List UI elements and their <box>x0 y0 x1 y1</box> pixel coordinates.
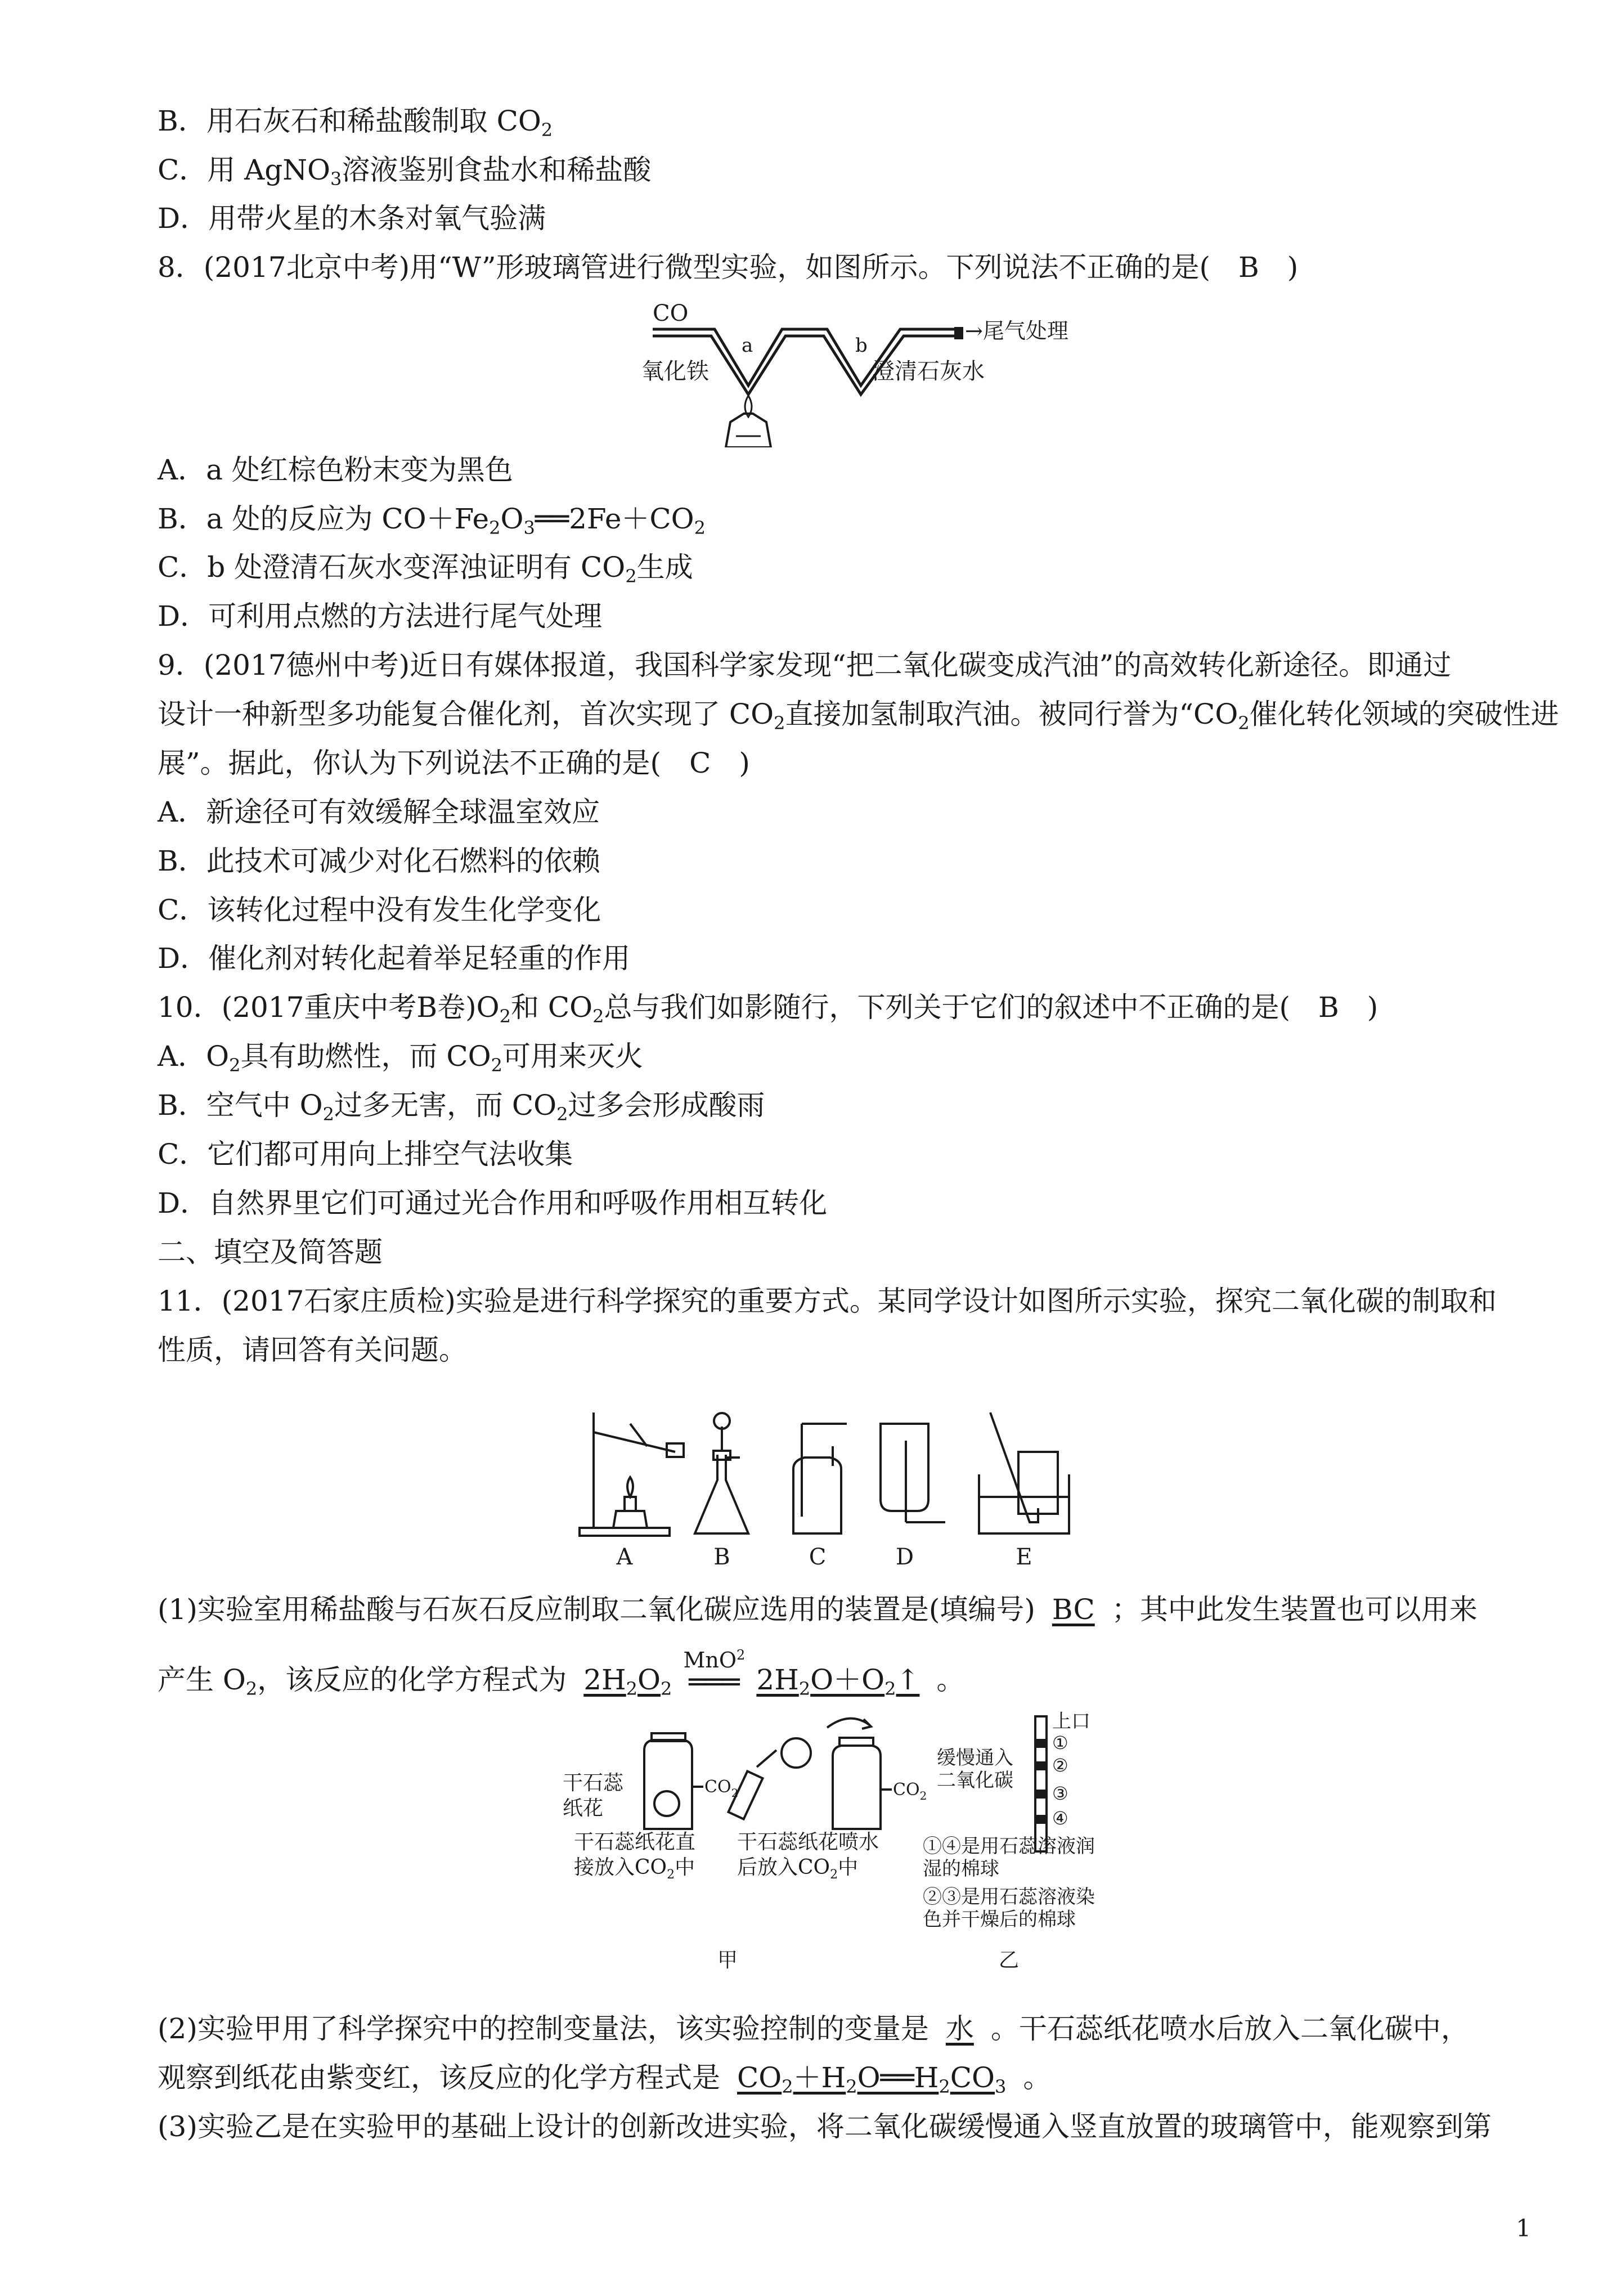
q9-option-c: C．该转化过程中没有发生化学变化 <box>158 894 601 926</box>
slow-co2-label-1: 缓慢通入 <box>937 1747 1013 1769</box>
q7-option-c: C．用 AgNO$_3$溶液鉴别食盐水和稀盐酸 <box>158 154 652 190</box>
page-number: 1 <box>1516 2214 1531 2242</box>
label-jia: 甲 <box>717 1949 738 1972</box>
q8-option-c: C．b 处澄清石灰水变浑浊证明有 $CO_2$生成 <box>158 551 693 587</box>
ball-2: ② <box>1052 1755 1068 1776</box>
label-a: A <box>616 1544 633 1570</box>
q11-part2-line2: 观察到纸花由紫变红，该反应的化学方程式是 $CO_2+H_2O══H_2CO_3$ 。 <box>158 2061 1052 2097</box>
q11-stem-line2: 性质，请回答有关问题。 <box>158 1334 467 1366</box>
svg-text:CO2 <box>704 1777 738 1800</box>
q11-part3-line1: (3)实验乙是在实验甲的基础上设计的创新改进实验，将二氧化碳缓慢通入竖直放置的玻璃管中，能观察到第 <box>158 2110 1492 2143</box>
label-e: E <box>1016 1544 1032 1570</box>
answer-equation-o2: $2H_2O_2$ MnO$^2$ ═══ $2H_2O+O_2↑$ <box>583 1647 920 1699</box>
top-opening-label: 上口 <box>1052 1710 1090 1733</box>
q9-stem-line2: 设计一种新型多功能复合催化剂，首次实现了 $CO_2$直接加氢制取汽油。被同行誉为“$CO_2$催化转化领域的突破性进 <box>158 698 1559 734</box>
catalyst-condition: MnO$^2$ ═══ <box>683 1647 746 1698</box>
label-d: D <box>895 1544 914 1570</box>
slow-co2-label-2: 二氧化碳 <box>937 1769 1013 1792</box>
answer-apparatus: BC <box>1052 1593 1095 1626</box>
q9-option-d: D．催化剂对转化起着举足轻重的作用 <box>158 942 631 975</box>
caption-1b: 接放入CO <box>574 1856 667 1879</box>
svg-text:后放入CO2中 <box>737 1856 858 1882</box>
q8-option-a: A．a 处红棕色粉末变为黑色 <box>158 454 513 486</box>
point-b-label: b <box>855 334 868 357</box>
q8-option-b: B．a 处的反应为 $CO+Fe_2O_3══2Fe+CO_2$ <box>158 503 706 539</box>
ball-3: ③ <box>1052 1783 1068 1804</box>
q11-part1-line1: (1)实验室用稀盐酸与石灰石反应制取二氧化碳应选用的装置是(填编号) BC ；其中此发生装置也可以用来 <box>158 1593 1478 1626</box>
flower-label-2: 纸花 <box>563 1797 604 1820</box>
q9-option-a: A．新途径可有效缓解全球温室效应 <box>158 796 600 828</box>
section-heading: 二、填空及简答题 <box>158 1236 383 1268</box>
q9-stem-line1: 9．(2017德州中考)近日有媒体报道，我国科学家发现“把二氧化碳变成汽油”的高效转化新途径。即通过 <box>158 649 1452 681</box>
answer-variable: 水 <box>945 2012 974 2045</box>
q8-option-d: D．可利用点燃的方法进行尾气处理 <box>158 600 603 633</box>
svg-text:接放入CO2中 <box>574 1856 695 1882</box>
apparatus-e <box>979 1412 1069 1533</box>
apparatus-figure <box>563 1401 1092 1570</box>
experiment-figure <box>563 1705 1153 1986</box>
note-1b: 湿的棉球 <box>923 1858 999 1880</box>
q8-stem: 8．(2017北京中考)用“W”形玻璃管进行微型实验，如图所示。下列说法不正确的是( B ) <box>158 251 1299 284</box>
note-1a: ①④是用石蕊溶液润 <box>923 1835 1095 1858</box>
apparatus-d <box>881 1424 945 1522</box>
caption-1c: 中 <box>675 1856 695 1879</box>
answer-equation-h2co3: $CO_2+H_2O══H_2CO_3$ <box>737 2061 1007 2097</box>
co2-sub-1: 2 <box>731 1786 739 1800</box>
q10-option-a: A．$O_2$具有助燃性，而 $CO_2$可用来灭火 <box>158 1040 643 1076</box>
note-2b: 色并干燥后的棉球 <box>923 1908 1076 1931</box>
point-a-label: a <box>742 334 753 357</box>
q9-option-b: B．此技术可减少对化石燃料的依赖 <box>158 845 600 877</box>
q10-option-d: D．自然界里它们可通过光合作用和呼吸作用相互转化 <box>158 1187 828 1219</box>
q9-stem-line3: 展”。据此，你认为下列说法不正确的是( C ) <box>158 747 750 779</box>
apparatus-a <box>580 1412 684 1536</box>
label-yi: 乙 <box>999 1949 1020 1972</box>
co2-sub-2: 2 <box>919 1789 927 1802</box>
w-tube-figure <box>641 295 1069 447</box>
q7-option-d: D．用带火星的木条对氧气验满 <box>158 202 546 235</box>
apparatus-c <box>793 1424 847 1533</box>
q11-stem-line1: 11．(2017石家庄质检)实验是进行科学探究的重要方式。某同学设计如图所示实验，探究二氧化碳的制取和 <box>158 1285 1497 1317</box>
q7-option-b: B．用石灰石和稀盐酸制取 $CO_2$ <box>158 105 553 141</box>
flower-label-1: 干石蕊 <box>563 1772 624 1795</box>
label-b: B <box>713 1544 730 1570</box>
q11-part2-line1: (2)实验甲用了科学探究中的控制变量法，该实验控制的变量是 水 。干石蕊纸花喷水后放入二氧化碳中， <box>158 2012 1469 2045</box>
q10-option-c: C．它们都可用向上排空气法收集 <box>158 1138 573 1171</box>
ball-1: ① <box>1052 1732 1068 1754</box>
label-c: C <box>809 1544 827 1570</box>
caption-2-sub: 2 <box>830 1868 838 1882</box>
iron-oxide-label: 氧化铁 <box>641 358 709 384</box>
apparatus-b <box>695 1413 748 1533</box>
caption-2b: 后放入CO <box>737 1856 830 1879</box>
ball-4: ④ <box>1052 1808 1068 1829</box>
tail-gas-label: →尾气处理 <box>965 319 1068 343</box>
co2-label-1: CO <box>704 1777 731 1797</box>
q10-stem: 10．(2017重庆中考B卷)$O_2$和 $CO_2$总与我们如影随行，下列关于它们的叙述中不正确的是( B ) <box>158 991 1378 1027</box>
caption-1-sub: 2 <box>667 1868 675 1882</box>
limewater-label: 澄清石灰水 <box>872 358 985 384</box>
co-label: CO <box>653 301 689 326</box>
svg-text:CO2 <box>893 1780 927 1802</box>
caption-2c: 中 <box>838 1856 859 1879</box>
co2-label-2: CO <box>893 1780 920 1800</box>
q11-part1-line2: 产生 $O_2$，该反应的化学方程式为 $2H_2O_2$ MnO$^2$ ═══ $2H_2O+O_2↑$ 。 <box>158 1647 965 1699</box>
q10-option-b: B．空气中 $O_2$过多无害，而 $CO_2$过多会形成酸雨 <box>158 1089 765 1125</box>
note-2a: ②③是用石蕊溶液染 <box>923 1886 1095 1908</box>
caption-2a: 干石蕊纸花喷水 <box>737 1831 879 1854</box>
caption-1a: 干石蕊纸花直 <box>574 1831 696 1854</box>
